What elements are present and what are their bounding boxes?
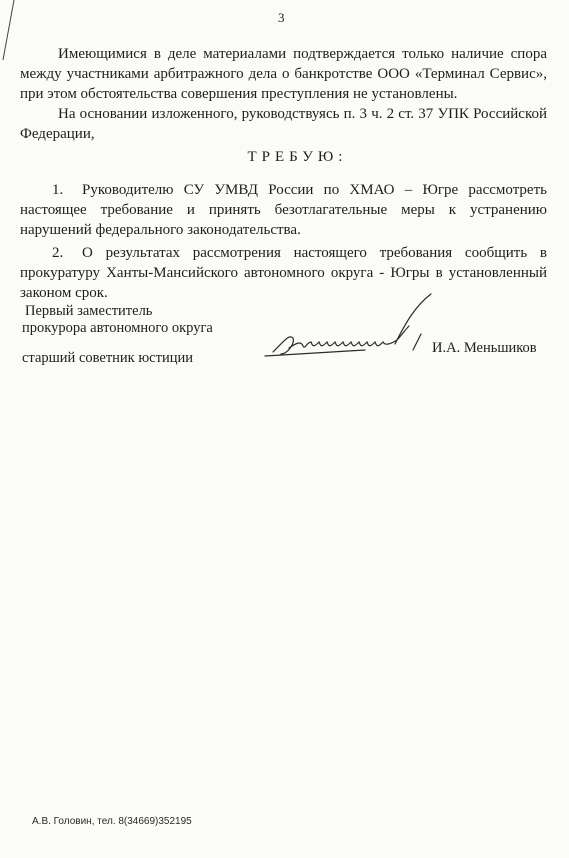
handwritten-signature xyxy=(245,290,445,370)
demand-heading: ТРЕБУЮ: xyxy=(247,149,348,165)
page-number: 3 xyxy=(278,10,285,25)
signatory-name: И.А. Меньшиков xyxy=(432,340,537,356)
demand-item-number: 1. xyxy=(52,182,64,198)
demand-item-number: 2. xyxy=(52,245,64,261)
document-body xyxy=(20,44,547,303)
signatory-title-line-1: Первый заместитель xyxy=(25,303,153,319)
scan-edge-mark xyxy=(0,0,20,120)
paragraph-materials: Имеющимися в деле материалами подтверждается только наличие спора между участниками арбитражного дела о банкротстве ООО «Терминал Сервис», при этом обстоятельства совершения преступления не установлены. xyxy=(20,46,547,102)
demand-item-text: О результатах рассмотрения настоящего требования сообщить в прокуратуру Ханты-Мансийского автономного округа - Югры в установленный законом срок. xyxy=(20,245,547,301)
signatory-title-line-2: прокурора автономного округа xyxy=(22,320,213,336)
demand-item-1 xyxy=(20,180,547,240)
footer-contact: А.В. Головин, тел. 8(34669)352195 xyxy=(32,816,192,827)
signatory-rank: старший советник юстиции xyxy=(22,350,193,366)
paragraph-basis: На основании изложенного, руководствуясь п. 3 ч. 2 ст. 37 УПК Российской Федерации, xyxy=(20,106,547,142)
demand-item-text: Руководителю СУ УМВД России по ХМАО – Югре рассмотреть настоящее требование и принять безотлагательные меры к устранению нарушений федерального законодательства. xyxy=(20,182,547,238)
